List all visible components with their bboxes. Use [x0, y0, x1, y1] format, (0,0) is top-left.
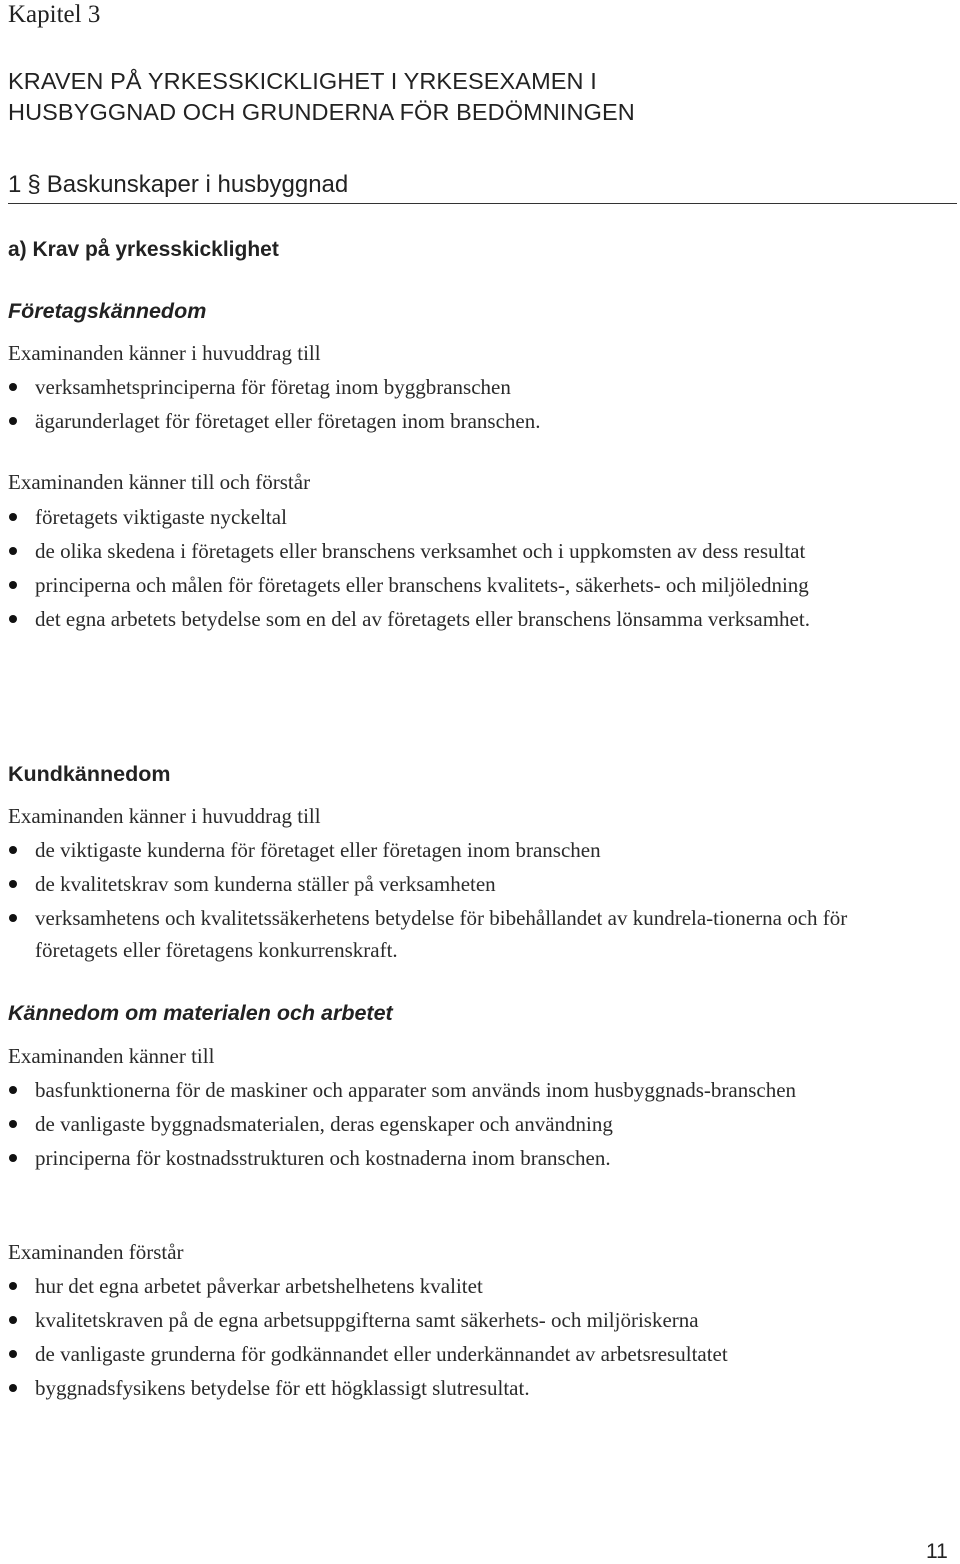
list-item: de kvalitetskrav som kunderna ställer på verksamheten [0, 868, 900, 900]
bullet-icon [9, 846, 17, 854]
list-item: verksamhetsprinciperna för företag inom byggbranschen [0, 371, 900, 403]
bullet-icon [9, 547, 17, 555]
bullet-icon [9, 615, 17, 623]
intro-material-2: Examinanden förstår [8, 1240, 184, 1264]
bullet-icon [9, 417, 17, 425]
bullet-icon [9, 1086, 17, 1094]
bullet-icon [9, 914, 17, 922]
list-kund-1 [0, 834, 900, 968]
intro-foretag-1: Examinanden känner i huvuddrag till [8, 341, 321, 365]
list-item: principerna för kostnadsstrukturen och kostnaderna inom branschen. [0, 1142, 900, 1174]
list-foretag-2 [0, 501, 900, 637]
bullet-icon [9, 1120, 17, 1128]
bullet-icon [9, 880, 17, 888]
heading-kundkannedom: Kundkännedom [8, 762, 171, 786]
bullet-icon [9, 1384, 17, 1392]
intro-kund-1: Examinanden känner i huvuddrag till [8, 804, 321, 828]
bullet-icon [9, 1316, 17, 1324]
list-item: de viktigaste kunderna för företaget eller företagen inom branschen [0, 834, 900, 866]
subsection-heading: a) Krav på yrkesskicklighet [8, 238, 279, 261]
page-title-line-2: HUSBYGGNAD OCH GRUNDERNA FÖR BEDÖMNINGEN [8, 99, 635, 125]
list-material-1 [0, 1074, 900, 1176]
list-item: principerna och målen för företagets eller branschens kvalitets-, säkerhets- och miljöledning [0, 569, 900, 601]
bullet-icon [9, 1282, 17, 1290]
section-number: 1 [8, 171, 22, 198]
section-title: Baskunskaper i husbyggnad [46, 171, 349, 198]
bullet-icon [9, 1154, 17, 1162]
list-item: hur det egna arbetet påverkar arbetshelhetens kvalitet [0, 1270, 900, 1302]
list-item: ägarunderlaget för företaget eller företagen inom branschen. [0, 405, 900, 437]
intro-foretag-2: Examinanden känner till och förstår [8, 470, 311, 494]
chapter-label: Kapitel 3 [8, 1, 101, 28]
list-item: kvalitetskraven på de egna arbetsuppgifterna samt säkerhets- och miljöriskerna [0, 1304, 900, 1336]
bullet-icon [9, 383, 17, 391]
section-symbol: § [27, 171, 41, 198]
page-number: 11 [926, 1540, 948, 1563]
list-item: företagets viktigaste nyckeltal [0, 501, 900, 533]
bullet-icon [9, 1350, 17, 1358]
bullet-icon [9, 513, 17, 521]
list-item: verksamhetens och kvalitetssäkerhetens betydelse för bibehållandet av kundrela-tionerna och för företagets eller företagens konkurrenskraft. [0, 902, 900, 966]
list-item: de olika skedena i företagets eller branschens verksamhet och i uppkomsten av dess resultat [0, 535, 900, 567]
list-foretag-1 [0, 371, 900, 439]
list-item: de vanligaste grunderna för godkännandet eller underkännandet av arbetsresultatet [0, 1338, 900, 1370]
heading-material: Kännedom om materialen och arbetet [8, 1001, 393, 1025]
section-heading [8, 168, 957, 204]
bullet-icon [9, 581, 17, 589]
heading-foretagskannedom: Företagskännedom [8, 299, 207, 323]
intro-material-1: Examinanden känner till [8, 1044, 215, 1068]
list-item: byggnadsfysikens betydelse för ett högklassigt slutresultat. [0, 1372, 900, 1404]
list-item: de vanligaste byggnadsmaterialen, deras egenskaper och användning [0, 1108, 900, 1140]
list-material-2 [0, 1270, 900, 1406]
page-title-line-1: KRAVEN PÅ YRKESSKICKLIGHET I YRKESEXAMEN I [8, 68, 597, 94]
page-title [8, 66, 948, 128]
list-item: det egna arbetets betydelse som en del av företagets eller branschens lönsamma verksamhet. [0, 603, 900, 635]
list-item: basfunktionerna för de maskiner och apparater som används inom husbyggnads-branschen [0, 1074, 900, 1106]
